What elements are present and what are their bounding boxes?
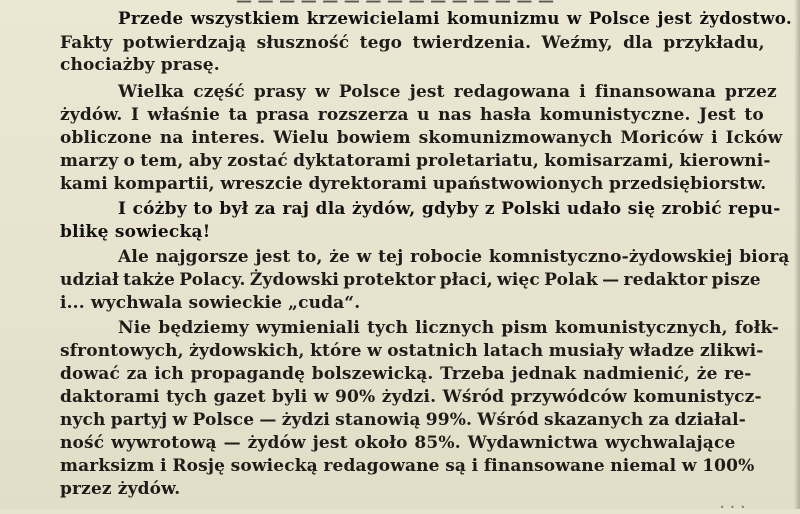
paragraph-5-line-8: przez żydów.: [60, 479, 181, 499]
paragraph-1-line-3: chociażby prasę.: [60, 55, 220, 75]
cut-off-bottom-mark: · · ·: [720, 500, 746, 514]
paragraph-5-line-1: Nie będziemy wymieniali tych licznych pism komunistycznych, fołk-: [118, 318, 779, 338]
paragraph-3-line-1: I cóżby to był za raj dla żydów, gdyby z Polski udało się zrobić repu-: [118, 199, 781, 219]
paragraph-5-line-5: nych partyj w Polsce — żydzi stanowią 99%. Wśród skazanych za działal-: [60, 410, 746, 430]
cut-off-top-line: — — — — — — — — — — — — — — —: [236, 0, 554, 10]
paragraph-4-line-2: udział także Polacy. Żydowski protektor płaci, więc Polak — redaktor pisze: [60, 270, 761, 290]
page-edge-shadow: [794, 0, 800, 509]
paragraph-1-line-1: Przede wszystkiem krzewicielami komunizmu w Polsce jest żydostwo.: [118, 9, 792, 29]
paragraph-2-line-2: żydów. I właśnie ta prasa rozszerza u nas hasła komunistyczne. Jest to: [60, 105, 764, 125]
paragraph-3-line-2: blikę sowiecką!: [60, 222, 211, 242]
paragraph-5-line-2: sfrontowych, żydowskich, które w ostatnich latach musiały władze zlikwi-: [60, 341, 764, 361]
paragraph-5-line-6: ność wywrotową — żydów jest około 85%. Wydawnictwa wychwalające: [60, 433, 736, 453]
paragraph-2-line-4: marzy o tem, aby zostać dyktatorami proletariatu, komisarzami, kierowni-: [60, 151, 771, 171]
paragraph-5-line-4: daktorami tych gazet byli w 90% żydzi. Wśród przywódców komunistycz-: [60, 387, 762, 407]
paragraph-4-line-3: i... wychwala sowieckie „cuda“.: [60, 293, 361, 313]
paragraph-4-line-1: Ale najgorsze jest to, że w tej robocie komnistyczno-żydowskiej biorą: [118, 247, 790, 267]
paragraph-2-line-3: obliczone na interes. Wielu bowiem skomunizmowanych Moriców i Icków: [60, 128, 783, 148]
paragraph-2-line-1: Wielka część prasy w Polsce jest redagowana i finansowana przez: [118, 82, 777, 102]
paragraph-2-line-5: kami kompartii, wreszcie dyrektorami upaństwowionych przedsiębiorstw.: [60, 174, 767, 194]
paragraph-5-line-3: dować za ich propagandę bolszewicką. Trzeba jednak nadmienić, że re-: [60, 364, 752, 384]
paragraph-1-line-2: Fakty potwierdzają słuszność tego twierdzenia. Weźmy, dla przykładu,: [60, 33, 765, 53]
paragraph-5-line-7: marksizm i Rosję sowiecką redagowane są i finansowane niemal w 100%: [60, 456, 755, 476]
